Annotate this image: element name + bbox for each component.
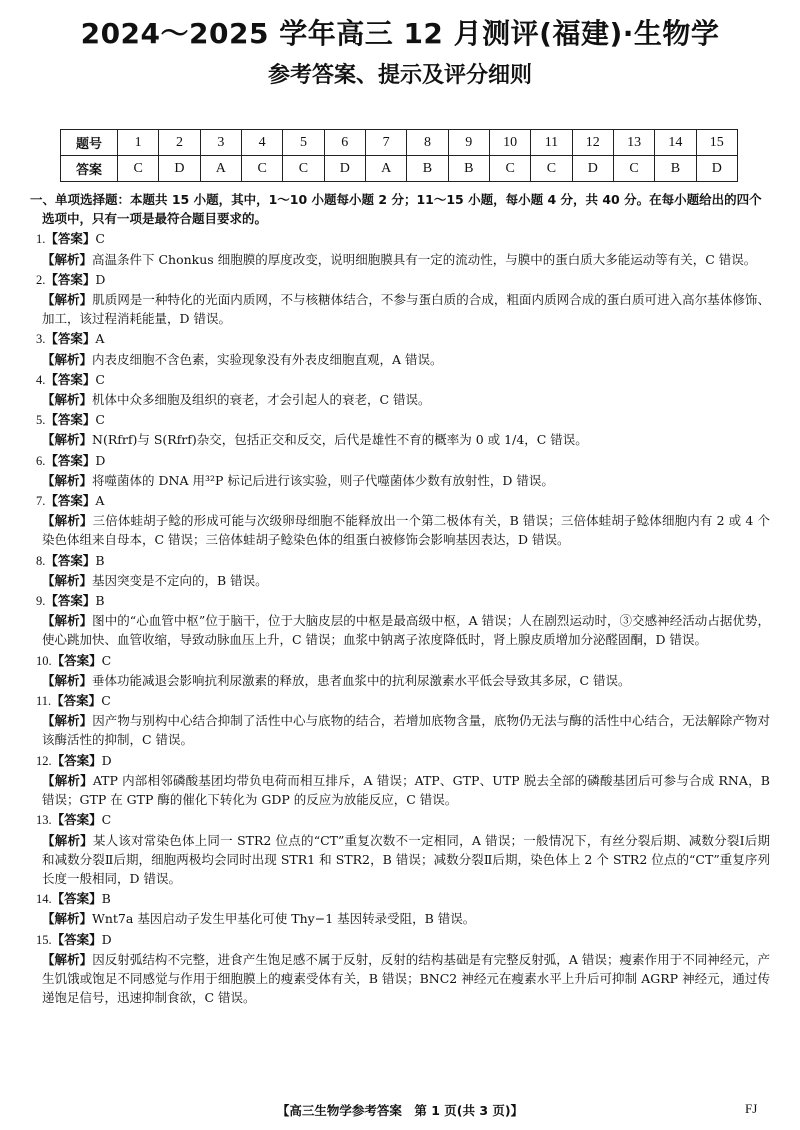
answer-letter: C <box>95 371 105 387</box>
explanation-text: Wnt7a 基因启动子发生甲基化可使 Thy−1 基因转录受阻，B 错误。 <box>92 911 476 927</box>
explanation-text: 基因突变是不定向的，B 错误。 <box>92 572 268 588</box>
answer-tag: 【答案】 <box>45 271 96 287</box>
question-answer-line <box>30 229 770 249</box>
analysis-tag: 【解析】 <box>42 392 93 408</box>
answer-tag: 【答案】 <box>45 493 96 509</box>
question-number-cell: 12 <box>572 130 613 156</box>
answer-tag: 【答案】 <box>45 231 96 247</box>
answer-tag: 【答案】 <box>45 593 96 609</box>
answer-letter: B <box>95 552 105 568</box>
analysis-tag: 【解析】 <box>42 772 93 788</box>
question-number: 9. <box>36 594 46 609</box>
row-label-answer: 答案 <box>61 156 118 182</box>
answer-tag: 【答案】 <box>45 412 96 428</box>
analysis-tag: 【解析】 <box>42 472 93 488</box>
answer-cell: B <box>655 156 696 182</box>
question-number-cell: 11 <box>531 130 572 156</box>
answer-cell: B <box>407 156 448 182</box>
question-explanation <box>30 390 770 409</box>
answer-table-answer-row <box>61 156 738 182</box>
question-explanation <box>30 611 770 649</box>
explanation-text: 机体中众多细胞及组织的衰老，才会引起人的衰老，C 错误。 <box>92 392 431 408</box>
analysis-tag: 【解析】 <box>42 513 93 529</box>
question-explanation <box>30 350 770 369</box>
question-number: 3. <box>36 332 46 347</box>
answer-cell: C <box>241 156 282 182</box>
answer-cell: C <box>531 156 572 182</box>
question-number: 12. <box>36 753 52 768</box>
question-number-cell: 4 <box>241 130 282 156</box>
answer-letter: C <box>101 693 111 709</box>
answer-cell: C <box>489 156 530 182</box>
explanation-text: 图中的“心血管中枢”位于脑干，位于大脑皮层的中枢是最高级中枢，A 错误；人在剧烈运动时，③交感神经活动占据优势，使心跳加快、血管收缩，导致动脉血压上升，C 错误；血浆中钠离子浓度降低时，肾上腺皮质增加分泌醛固酮，D 错误。 <box>42 613 770 648</box>
answer-tag: 【答案】 <box>45 552 96 568</box>
question-answer-line <box>30 930 770 950</box>
question-explanation <box>30 430 770 449</box>
analysis-tag: 【解析】 <box>42 572 93 588</box>
analysis-tag: 【解析】 <box>42 292 93 308</box>
question-number: 14. <box>36 892 52 907</box>
question-answer-line <box>30 491 770 511</box>
answer-tag: 【答案】 <box>51 891 102 907</box>
analysis-tag: 【解析】 <box>42 613 93 629</box>
question-number-cell: 13 <box>613 130 654 156</box>
question-explanation <box>30 671 770 690</box>
answer-cell: C <box>118 156 159 182</box>
question-number: 7. <box>36 494 46 509</box>
answer-letter: A <box>95 493 105 509</box>
question-answer-line <box>30 370 770 390</box>
question-answer-line <box>30 451 770 471</box>
question-answer-line <box>30 810 770 830</box>
analysis-tag: 【解析】 <box>42 672 93 688</box>
explanation-text: 三倍体蛙胡子鲶的形成可能与次级卵母细胞不能释放出一个第二极体有关，B 错误；三倍体蛙胡子鲶体细胞内有 2 或 4 个染色体组来自母本，C 错误；三倍体蛙胡子鲶染色体的组蛋白被修饰会影响基因表达，D 错误。 <box>42 513 770 548</box>
question-explanation <box>30 831 770 889</box>
question-number: 8. <box>36 553 46 568</box>
answer-cell: A <box>200 156 241 182</box>
question-answer-line <box>30 889 770 909</box>
answer-letter: B <box>95 593 105 609</box>
analysis-tag: 【解析】 <box>42 432 93 448</box>
explanation-text: 某人该对常染色体上同一 STR2 位点的“CT”重复次数不一定相同，A 错误；一般情况下，有丝分裂后期、减数分裂Ⅰ后期和减数分裂Ⅱ后期，细胞两极均会同时出现 STR1 和 STR2，B 错误；减数分裂Ⅱ后期，染色体上 2 个 STR2 位点的“CT”重复序列长度一般相同，D 错误。 <box>42 832 770 886</box>
answer-tag: 【答案】 <box>45 452 96 468</box>
page-title: 2024～2025 学年高三 12 月测评(福建)·生物学 <box>80 17 720 50</box>
answer-cell: B <box>448 156 489 182</box>
analysis-tag: 【解析】 <box>42 911 93 927</box>
explanation-text: 因产物与别构中心结合抑制了活性中心与底物的结合，若增加底物含量，底物仍无法与酶的活性中心结合，无法解除产物对该酶活性的抑制，C 错误。 <box>42 713 770 748</box>
question-number-cell: 14 <box>655 130 696 156</box>
question-explanation <box>30 250 770 269</box>
page-subtitle: 参考答案、提示及评分细则 <box>267 63 532 88</box>
answer-tag: 【答案】 <box>51 652 102 668</box>
row-label-number: 题号 <box>61 130 118 156</box>
analysis-tag: 【解析】 <box>42 251 93 267</box>
answer-cell: C <box>613 156 654 182</box>
explanation-text: 肌质网是一种特化的光面内质网，不与核糖体结合，不参与蛋白质的合成，粗面内质网合成的蛋白质可进入高尔基体修饰、加工，该过程消耗能量，D 错误。 <box>42 292 770 327</box>
question-number-cell: 7 <box>365 130 406 156</box>
answer-letter: C <box>95 231 105 247</box>
question-number: 5. <box>36 413 46 428</box>
question-answer-line <box>30 751 770 771</box>
question-number: 11. <box>36 694 52 709</box>
answer-cell: D <box>324 156 365 182</box>
question-number: 2. <box>36 272 46 287</box>
question-explanation <box>30 711 770 749</box>
question-explanation <box>30 511 770 549</box>
question-number: 15. <box>36 932 52 947</box>
answer-letter: C <box>101 812 112 828</box>
question-answer-line <box>30 591 770 611</box>
answer-table-number-row <box>61 130 738 156</box>
answer-cell: D <box>696 156 737 182</box>
analysis-tag: 【解析】 <box>42 351 93 367</box>
question-answer-line <box>30 551 770 571</box>
answer-letter: C <box>101 652 112 668</box>
question-explanation <box>30 471 770 490</box>
question-number-cell: 1 <box>118 130 159 156</box>
explanation-text: 高温条件下 Chonkus 细胞膜的厚度改变，说明细胞膜具有一定的流动性，与膜中的蛋白质大多能运动等有关，C 错误。 <box>92 251 757 267</box>
section-heading: 一、单项选择题：本题共 15 小题，其中，1～10 小题每小题 2 分；11～15 小题，每小题 4 分，共 40 分。在每小题给出的四个选项中，只有一项是最符合题目要求的。 <box>30 192 762 227</box>
question-explanation <box>30 771 770 809</box>
question-answer-line <box>30 410 770 430</box>
question-answer-line <box>30 270 770 290</box>
question-explanation <box>30 909 770 928</box>
explanation-text: 将噬菌体的 DNA 用³²P 标记后进行该实验，则子代噬菌体少数有放射性，D 错误。 <box>92 472 554 488</box>
explanation-text: ATP 内部相邻磷酸基团均带负电荷而相互排斥，A 错误；ATP、GTP、UTP 脱去全部的磷酸基团后可参与合成 RNA，B 错误；GTP 在 GTP 酶的催化下转化为 GDP 的反应为放能反应，C 错误。 <box>42 772 770 808</box>
answer-tag: 【答案】 <box>51 752 102 768</box>
answer-letter: D <box>101 752 112 768</box>
answer-letter: D <box>95 271 106 287</box>
question-number-cell: 9 <box>448 130 489 156</box>
question-number: 6. <box>36 453 46 468</box>
answer-tag: 【答案】 <box>45 371 96 387</box>
question-number-cell: 15 <box>696 130 737 156</box>
answer-table <box>60 129 738 182</box>
question-number-cell: 8 <box>407 130 448 156</box>
question-number: 10. <box>36 653 52 668</box>
question-explanation <box>30 571 770 590</box>
question-number-cell: 10 <box>489 130 530 156</box>
answer-letter: A <box>95 331 105 347</box>
answer-letter: D <box>95 452 106 468</box>
analysis-tag: 【解析】 <box>42 832 93 848</box>
explanations-body <box>30 190 770 1008</box>
question-answer-line <box>30 691 770 711</box>
answer-tag: 【答案】 <box>51 812 102 828</box>
explanation-text: 垂体功能减退会影响抗利尿激素的释放，患者血浆中的抗利尿激素水平低会导致其多尿，C 错误。 <box>92 672 631 688</box>
explanation-text: 内表皮细胞不含色素，实验现象没有外表皮细胞直观，A 错误。 <box>92 351 443 367</box>
question-number-cell: 2 <box>159 130 200 156</box>
answer-cell: A <box>365 156 406 182</box>
answer-tag: 【答案】 <box>51 931 102 947</box>
analysis-tag: 【解析】 <box>42 713 93 729</box>
question-explanation <box>30 290 770 328</box>
answer-letter: C <box>95 412 105 428</box>
explanation-text: 因反射弧结构不完整，进食产生饱足感不属于反射，反射的结构基础是有完整反射弧，A 错误；瘦素作用于不同神经元，产生饥饿或饱足不同感觉与作用于细胞膜上的瘦素受体有关，B 错误；BNC2 神经元在瘦素水平上升后可抑制 AGRP 神经元，通过传递饱足信号，迅速抑制食欲，C 错误。 <box>42 951 770 1006</box>
question-explanation <box>30 950 770 1008</box>
footer-region-code: FJ <box>745 1101 758 1116</box>
answer-cell: D <box>572 156 613 182</box>
question-number: 4. <box>36 372 46 387</box>
question-number: 13. <box>36 813 52 828</box>
explanation-text: N(Rfrf)与 S(Rfrf)杂交，包括正交和反交，后代是雄性不育的概率为 0 或 1/4，C 错误。 <box>92 432 588 448</box>
question-number: 1. <box>36 232 46 247</box>
question-answer-line <box>30 651 770 671</box>
answer-cell: C <box>283 156 324 182</box>
answer-cell: D <box>159 156 200 182</box>
answer-tag: 【答案】 <box>51 693 102 709</box>
question-answer-line <box>30 329 770 349</box>
page-footer: 【高三生物学参考答案 第 1 页(共 3 页)】 <box>276 1103 524 1118</box>
answer-letter: B <box>101 891 111 907</box>
question-number-cell: 6 <box>324 130 365 156</box>
question-number-cell: 5 <box>283 130 324 156</box>
analysis-tag: 【解析】 <box>42 951 93 967</box>
answer-letter: D <box>101 931 112 947</box>
question-number-cell: 3 <box>200 130 241 156</box>
answer-tag: 【答案】 <box>45 331 96 347</box>
